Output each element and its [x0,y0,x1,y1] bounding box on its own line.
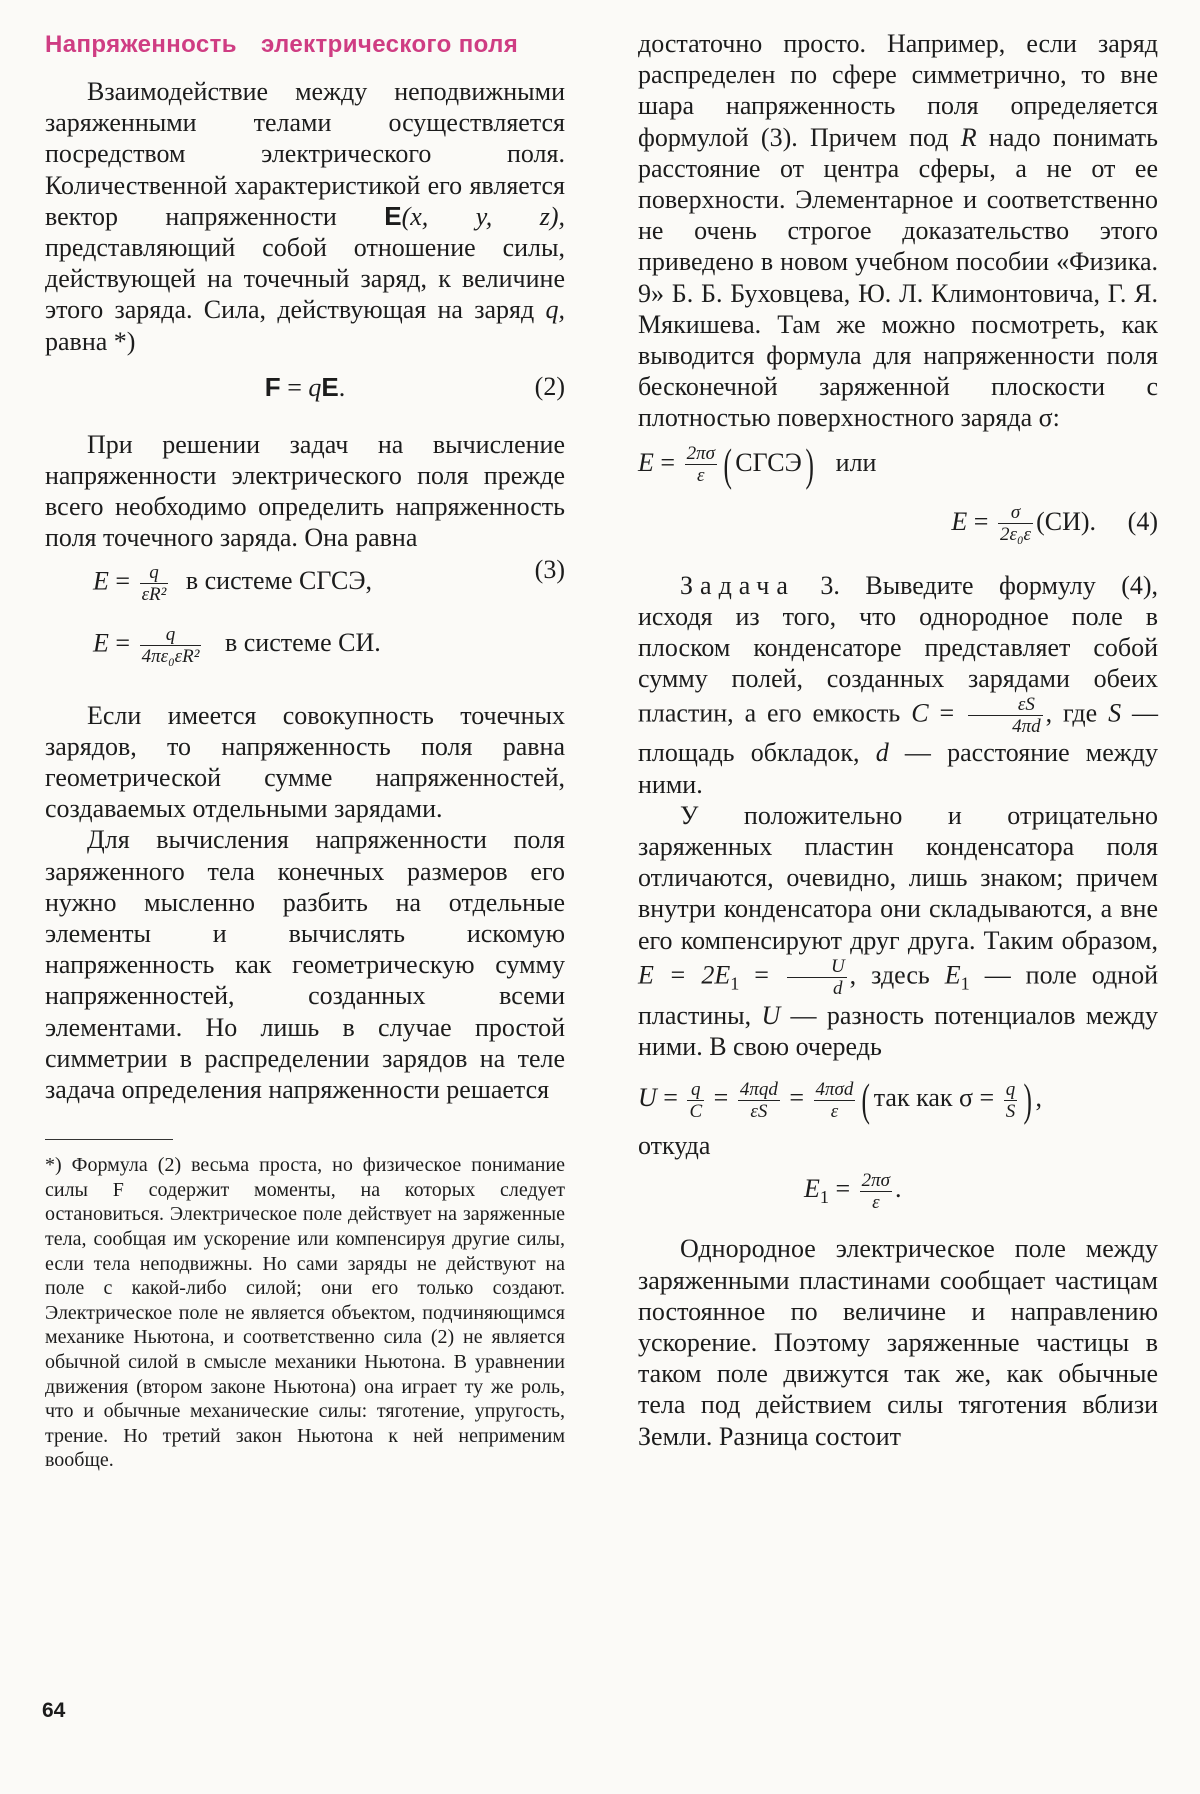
fraction-3a: $\frac{q}{\text{εR²}}$ [141,561,167,605]
fraction-4b: $\frac{\sigma}{\text{2ε₀ε}}$ [999,502,1032,546]
vector-args: (x, y, z), [401,201,565,231]
section-title-word1: Напряженность [45,31,237,58]
right-column [638,28,1158,1452]
equation-3a: E = $\frac{q}{\text{εR²}}$ в системе СГСЭ, (3) [93,554,565,605]
equation-4b: E = $\frac{\sigma}{\text{2ε₀ε}}$ (СИ). (4) [638,492,1158,552]
section-title [45,28,565,62]
paragraph-point-charge: При решении задач на вычисление напряженности электрического поля прежде всего необходимо определить напряженность поля точечного заряда. Она равна [45,429,565,553]
equation-2-number: (2) [534,371,565,401]
paragraph-superposition: Если имеется совокупность точечных зарядов, то напряженность поля равна геометрической сумме напряженностей, создаваемых отдельными зарядами. [45,700,565,824]
equation-4-number: (4) [1127,506,1158,536]
equation-3b: E = $\frac{q}{\text{4πε₀εR²}}$ в системе СИ. [93,623,381,667]
word-otkuda: откуда [638,1131,711,1161]
paragraph-intro [45,76,565,357]
equation-2: F = qE. (2) [45,357,565,417]
page-number: 64 [42,1699,66,1722]
paragraph-capacitor: У положительно и отрицательно заряженных пластин конденсатора поля отличаются, очевидно, лишь знаком; причем внутри конденсатора они складываются, а вне его компенсируют друг друга. Таким образом, $E = 2E_1$ = $\frac{U}{d}$ , здесь $E_1$ — поле одной пластины, U — разность потенциалов между ними. В свою очередь [638,800,1159,1061]
paragraph-uniform-field: Однородное электрическое поле между заряженными пластинами сообщает частицам постоянное по величине и направлению ускорение. Поэтому заряженные частицы в таком поле движутся так же, как обычные тела под действием силы тяготения вблизи Земли. Разница состоит [638,1234,1158,1451]
paragraph-intro-tail: представляющий собой отношение силы, действующей на точечный заряд, к величине этого заряда. Сила, действующая на заряд [45,233,565,325]
section-title-word2: электрического поля [260,31,519,58]
radius-R: R [960,122,977,152]
equation-U: U = $\frac{q}{C}$ = $\frac{\text{4πqd}}{\varepsilon S}$ = $\frac{\text{4πσd}}{\varepsilon}$ ( так как σ = $\frac{q}{S}$ ) , [638,1074,1043,1126]
equation-4a: E = $\frac{2\pi\sigma}{\varepsilon}$ ( СГСЭ) или [638,438,877,490]
task-3: Задача 3. Выведите формулу (4), исходя из того, что однородное поле в плоском конденсаторе представляет собой сумму полей, созданных зарядами обеих пластин, а его емкость C = $\frac{\varepsilon S}{4\pi d}$ , где S — площадь обкладок, d — расстояние между ними. [638,570,1159,799]
footnote: *) Формула (2) весьма проста, но физическое понимание силы F содержит моменты, на которых следует остановиться. Электрическое поле действует на заряженные тела, сообщая им ускорение или компенсируя другие силы, если тела неподвижны. Но сами заряды не действуют на поле с какой-либо силой; они его только создают. Электрическое поле не является объектом, подчиняющимся механике Ньютона, и соответственно сила (2) не является обычной силой в смысле механики Ньютона. В уравнении движения (втором законе Ньютона) она играет ту же роль, что и обычные механические силы: тяготение, упругость, трение. Но третий закон Ньютона к ней неприменим вообще. [45,1139,565,1473]
vector-E: E [384,200,402,231]
paragraph-intro-end: равна *) [45,326,136,356]
charge-q: q, [545,295,566,325]
fraction-4a: $\frac{2\pi\sigma}{\varepsilon}$ [686,443,715,487]
equation-E1: $E_1$ = $\frac{2\pi\sigma}{\varepsilon}$ . [804,1169,902,1213]
paragraph-intro-text: Взаимодействие между неподвижными заряженными телами осуществляется посредством электрического поля. Количественной характеристикой его является вектор напряженности [45,77,565,231]
fraction-U-d: $\frac{U}{d}$ [787,956,847,999]
left-column [45,28,565,1473]
fraction-3b: $\frac{q}{\text{4πε₀εR²}}$ [141,623,200,667]
task-label: Задача [680,570,795,600]
paragraph-finite-body: Для вычисления напряженности поля заряженного тела конечных размеров его нужно мысленно разбить на отдельные элементы и вычислять искомую напряженность как геометрическую сумму напряженностей, созданных всеми элементами. Но лишь в случае простой симметрии в распределении зарядов на теле задача определения напряженности решается [45,825,565,1105]
fraction-capacity: $\frac{\varepsilon S}{4\pi d}$ [968,694,1043,737]
paragraph-sphere: достаточно просто. Например, если заряд распределен по сфере симметрично, то вне шара напряженность поля определяется формулой (3). Причем под R надо понимать расстояние от центра сферы, а не от ее поверхности. Элементарное и соответственно не очень строгое доказательство этого приведено в новом учебном пособии «Физика. 9» Б. Б. Буховцева, Ю. Л. Климонтовича, Г. Я. Мякишева. Там же можно посмотреть, как выводится формула для напряженности поля бесконечной заряженной плоскости с плотностью поверхностного заряда σ: [638,29,1158,433]
equation-3-number: (3) [534,554,565,584]
